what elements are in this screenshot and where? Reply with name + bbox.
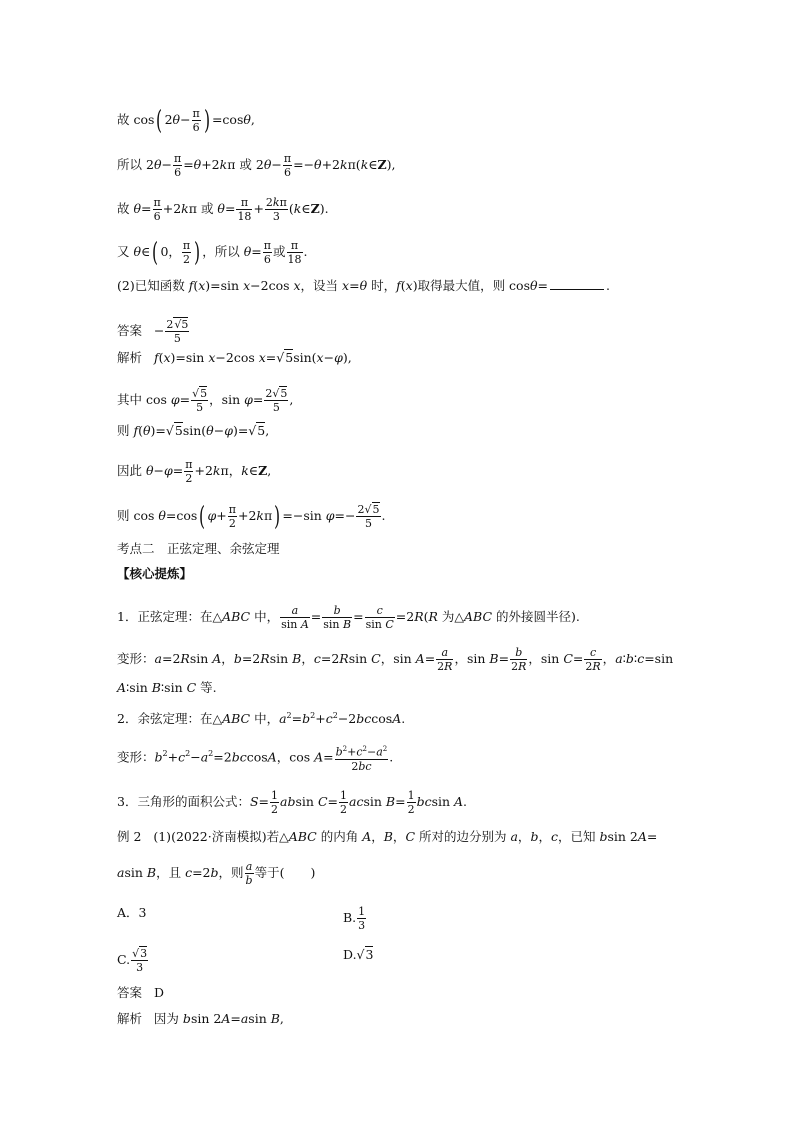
- analysis-line-1: 解析 f(x)=sin x−2cos x=√5sin(x−φ),: [117, 350, 352, 365]
- theorem-sine-variant: 变形：a=2Rsin A，b=2Rsin B，c=2Rsin C，sin A= $\frac{a}{2R}$ ，sin B= $\frac{b}{2R}$ ，sin C= $\frac{c}{2R}$ ，a∶b∶c=sin: [117, 646, 674, 673]
- example-label: 例 2: [117, 829, 142, 844]
- option-b: B. $\frac{1}{3}$: [343, 905, 366, 932]
- option-c: C. $\frac{√3}{3}$: [117, 947, 148, 974]
- answer-2-value: D: [153, 985, 164, 1000]
- analysis-2-label: 解析: [117, 1011, 143, 1026]
- theorem-area: 3．三角形的面积公式：S= $\frac{1}{2}$ absin C= $\frac{1}{2}$ acsin B= $\frac{1}{2}$ bcsin A.: [117, 789, 468, 816]
- analysis-2-line-1: 解析 因为 bsin 2A=asin B,: [117, 1011, 284, 1026]
- section-heading: 考点二 正弦定理、余弦定理: [117, 541, 280, 556]
- core-heading: 【核心提炼】: [117, 566, 193, 581]
- theorem-cosine-variant: 变形：$b^2+c^2-a^2=2bccosA$，cos A= $\frac{b^2+c^2-a^2}{2bc}$ .: [117, 745, 394, 773]
- solution-line-2: 所以 2θ− $\frac{\pi}{6}$ =θ+2kπ 或 2θ− $\frac{\pi}{6}$ =−θ+2kπ(k∈Z),: [117, 152, 396, 179]
- answer-2-line: [117, 985, 164, 1001]
- option-d: D.√3: [343, 947, 374, 962]
- example-2-line-1: 例 2 (1)(2022·济南模拟)若△ABC 的内角 A，B，C 所对的边分别为 a，b，c，已知 bsin 2A=: [117, 829, 658, 844]
- solution-line-1: 故 cos( 2θ− $\frac{\pi}{6}$ ) =cosθ,: [117, 105, 255, 136]
- analysis-line-5: 则 cos θ=cos( φ+ $\frac{\pi}{2}$ +2kπ) =−sin φ=− $\frac{2√5}{5}$ .: [117, 501, 386, 532]
- answer-2-label: 答案: [117, 985, 143, 1000]
- option-a: A．3: [117, 905, 147, 920]
- theorem-sine: 1．正弦定理：在△ABC 中， $\frac{a}{\text{sin A}}$ = $\frac{b}{\text{sin B}}$ = $\frac{c}{\text{sin C}}$ =2R(R 为△ABC 的外接圆半径).: [117, 604, 580, 631]
- theorem-cosine: 2．余弦定理：在△ABC 中，$a^2=b^2+c^2-2bccosA$.: [117, 711, 406, 727]
- analysis-label: 解析: [117, 350, 143, 365]
- analysis-line-3: 则 f(θ)=√5sin(θ−φ)=√5,: [117, 423, 270, 438]
- answer-label: 答案: [117, 323, 143, 338]
- theorem-sine-variant-cont: A∶sin B∶sin C 等.: [117, 680, 217, 695]
- answer-blank: [550, 279, 604, 290]
- analysis-line-4: 因此 θ−φ= $\frac{\pi}{2}$ +2kπ，k∈Z,: [117, 458, 272, 485]
- analysis-line-2: 其中 cos φ= $\frac{√5}{5}$ ，sin φ= $\frac{2√5}{5}$ ,: [117, 387, 294, 414]
- question-2: (2)已知函数 f(x)=sin x−2cos x，设当 x=θ 时，f(x)取得最大值，则 cosθ= .: [117, 278, 610, 293]
- answer-line: 答案 − $\frac{2√5}{5}$: [117, 318, 189, 345]
- example-2-line-2: asin B，且 c=2b，则 $\frac{a}{b}$ 等于( ): [117, 860, 316, 887]
- solution-line-4: 又 θ∈( 0， $\frac{\pi}{2}$ ) ，所以 θ= $\frac{\pi}{6}$ 或 $\frac{\pi}{18}$ .: [117, 237, 308, 268]
- solution-line-3: 故 θ= $\frac{\pi}{6}$ +2kπ 或 θ= $\frac{\pi}{18}$ + $\frac{2k\pi}{3}$ (k∈Z).: [117, 196, 329, 223]
